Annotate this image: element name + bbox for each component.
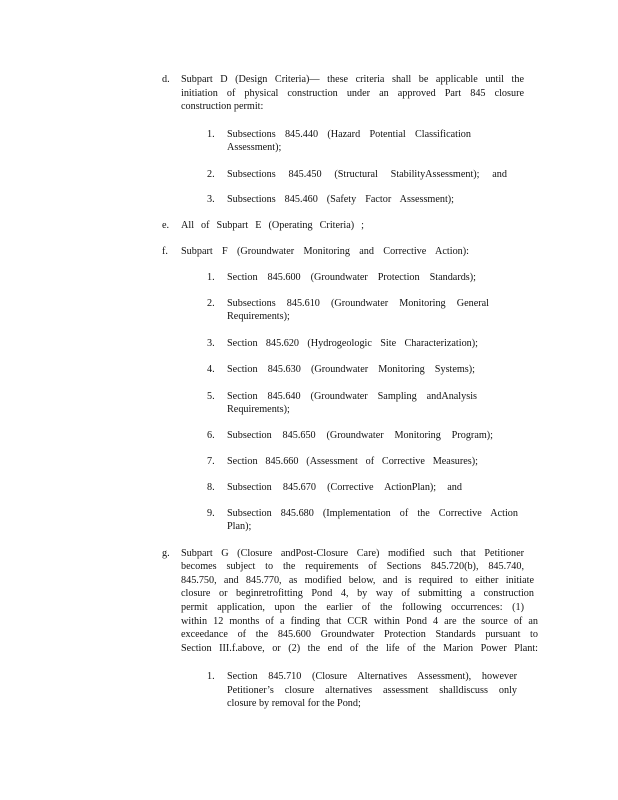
item-d-line-3: construction permit: [181,101,264,112]
item-g1-line-2: Petitioner’s closure alternatives assessment shalldiscuss only [227,685,517,696]
item-marker-g: g. [162,548,170,559]
item-marker-d: d. [162,74,170,85]
item-marker-f1: 1. [207,272,215,283]
item-marker-d1: 1. [207,129,215,140]
item-d2-line-1: Subsections 845.450 (Structural StabilityAssessment); and [227,169,507,180]
item-f4-line-1: Section 845.630 (Groundwater Monitoring Systems); [227,364,475,375]
item-g-line-4: closure or beginretrofitting Pond 4, by way of submitting a construction [181,588,534,599]
item-e-line-1: All of Subpart E (Operating Criteria) ; [181,220,364,231]
item-marker-e: e. [162,220,170,231]
item-marker-d3: 3. [207,194,215,205]
item-marker-f3: 3. [207,338,215,349]
item-f1-line-1: Section 845.600 (Groundwater Protection Standards); [227,272,476,283]
item-f2-line-1: Subsections 845.610 (Groundwater Monitoring General [227,298,489,309]
item-marker-f: f. [162,246,168,257]
item-f5-line-2: Requirements); [227,404,290,415]
item-g-line-5: permit application, upon the earlier of the following occurrences: (1) [181,602,524,613]
item-marker-f4: 4. [207,364,215,375]
item-marker-d2: 2. [207,169,215,180]
item-f-line-1: Subpart F (Groundwater Monitoring and Corrective Action): [181,246,469,257]
item-marker-f6: 6. [207,430,215,441]
item-d-line-1: Subpart D (Design Criteria)— these criteria shall be applicable until the [181,74,524,85]
item-d3-line-1: Subsections 845.460 (Safety Factor Assessment); [227,194,454,205]
item-f2-line-2: Requirements); [227,311,290,322]
item-g-line-6: within 12 months of a finding that CCR within Pond 4 are the source of an [181,616,538,627]
item-marker-f7: 7. [207,456,215,467]
item-marker-g1: 1. [207,671,215,682]
item-d-line-2: initiation of physical construction under an approved Part 845 closure [181,88,524,99]
item-g-line-1: Subpart G (Closure andPost-Closure Care) modified such that Petitioner [181,548,524,559]
item-f3-line-1: Section 845.620 (Hydrogeologic Site Characterization); [227,338,478,349]
item-g-line-3: 845.750, and 845.770, as modified below, and is required to either initiate [181,575,534,586]
item-f7-line-1: Section 845.660 (Assessment of Corrective Measures); [227,456,478,467]
item-f9-line-2: Plan); [227,521,252,532]
item-g1-line-1: Section 845.710 (Closure Alternatives Assessment), however [227,671,517,682]
item-g-line-2: becomes subject to the requirements of Sections 845.720(b), 845.740, [181,561,524,572]
item-d1-line-2: Assessment); [227,142,282,153]
item-d1-line-1: Subsections 845.440 (Hazard Potential Classification [227,129,471,140]
item-marker-f2: 2. [207,298,215,309]
item-f9-line-1: Subsection 845.680 (Implementation of the Corrective Action [227,508,518,519]
item-marker-f9: 9. [207,508,215,519]
item-marker-f8: 8. [207,482,215,493]
item-g-line-8: Section III.f.above, or (2) the end of the life of the Marion Power Plant: [181,643,538,654]
item-f8-line-1: Subsection 845.670 (Corrective ActionPlan); and [227,482,462,493]
item-f6-line-1: Subsection 845.650 (Groundwater Monitoring Program); [227,430,493,441]
item-g-line-7: exceedance of the 845.600 Groundwater Protection Standards pursuant to [181,629,538,640]
item-f5-line-1: Section 845.640 (Groundwater Sampling andAnalysis [227,391,477,402]
item-marker-f5: 5. [207,391,215,402]
item-g1-line-3: closure by removal for the Pond; [227,698,361,709]
